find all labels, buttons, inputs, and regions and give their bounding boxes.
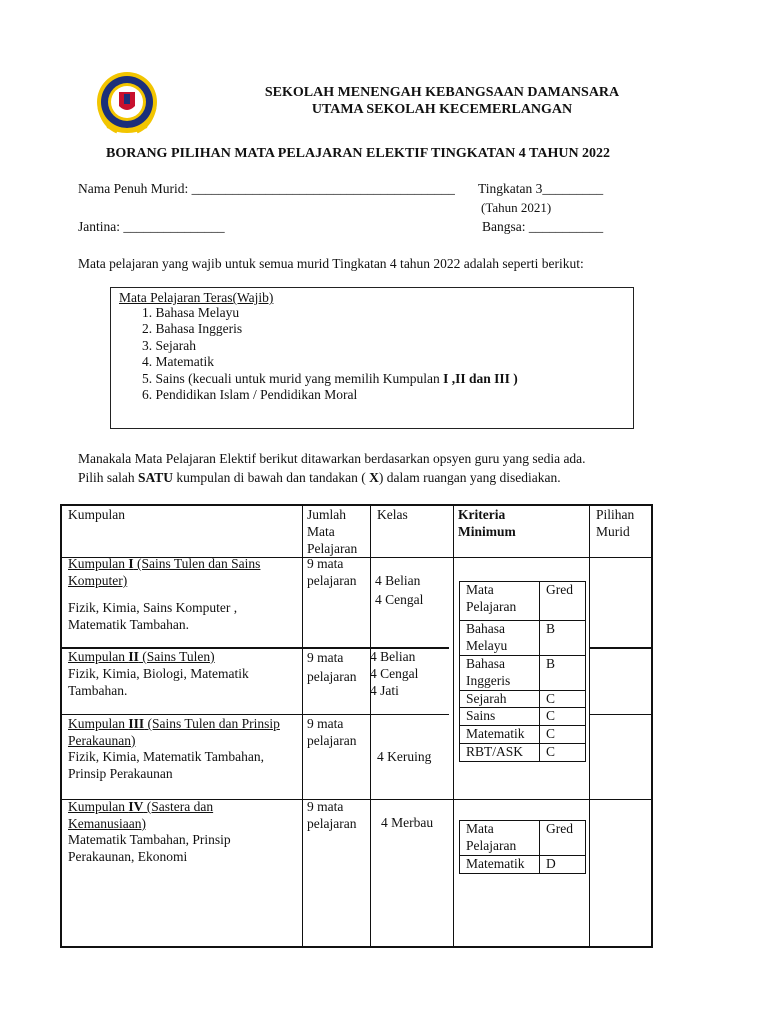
criteria-header-grade: Gred xyxy=(540,821,586,856)
criteria-grade: C xyxy=(540,690,586,708)
core-item: 5. Sains (kecuali untuk murid yang memilih Kumpulan I ,II dan III ) xyxy=(142,371,518,386)
core-item: 3. Sejarah xyxy=(142,338,196,353)
criteria-table-science xyxy=(459,581,586,762)
table-divider xyxy=(302,506,303,946)
criteria-header-subject: Mata Pelajaran xyxy=(460,821,540,856)
core-item: 2. Bahasa Inggeris xyxy=(142,321,243,336)
header-pilihan: Pilihan Murid xyxy=(596,507,635,539)
group-kelas: 4 Merbau xyxy=(381,815,434,830)
elective-intro-line1: Manakala Mata Pelajaran Elektif berikut ditawarkan berdasarkan opsyen guru yang sedia ada. xyxy=(78,451,586,466)
group-kelas: 4 Belian 4 Cengal xyxy=(375,573,424,607)
group-jumlah: 9 mata pelajaran xyxy=(307,716,357,748)
criteria-subject: Bahasa Inggeris xyxy=(460,655,540,690)
field-tingkatan[interactable]: Tingkatan 3_________ xyxy=(478,181,604,196)
table-divider xyxy=(370,506,371,946)
school-name-line2: UTAMA SEKOLAH KECEMERLANGAN xyxy=(311,102,573,117)
pilihan-checkbox-group-1[interactable] xyxy=(590,558,653,646)
core-subjects-box xyxy=(110,287,634,429)
group-title: Kumpulan III (Sains Tulen dan Prinsip Perakaunan) xyxy=(68,716,280,748)
table-row xyxy=(460,726,586,744)
group-title: Kumpulan II (Sains Tulen) xyxy=(68,649,215,664)
core-title: Mata Pelajaran Teras(Wajib) xyxy=(119,290,274,305)
group-kelas: 4 Keruing xyxy=(377,749,432,764)
field-jantina[interactable]: Jantina: _______________ xyxy=(78,219,225,234)
field-tahun: (Tahun 2021) xyxy=(481,200,552,215)
criteria-grade: C xyxy=(540,744,586,762)
table-divider xyxy=(62,714,449,715)
pilihan-checkbox-group-3[interactable] xyxy=(590,716,653,798)
header-kumpulan: Kumpulan xyxy=(68,507,125,522)
group-subjects: Fizik, Kimia, Sains Komputer , Matematik Tambahan. xyxy=(68,600,238,632)
pilihan-checkbox-group-4[interactable] xyxy=(590,801,653,946)
criteria-grade: C xyxy=(540,708,586,726)
table-row xyxy=(460,744,586,762)
group-kelas: 4 Belian 4 Cengal 4 Jati xyxy=(370,649,419,698)
criteria-header-subject: Mata Pelajaran xyxy=(460,582,540,621)
group-jumlah: 9 mata pelajaran xyxy=(307,556,357,588)
group-jumlah: 9 mata pelajaran xyxy=(307,650,357,684)
group-title: Kumpulan I (Sains Tulen dan Sains Komputer) xyxy=(68,556,261,588)
elective-intro-line2: Pilih salah SATU kumpulan di bawah dan tandakan ( X) dalam ruangan yang disediakan. xyxy=(78,470,561,485)
group-jumlah: 9 mata pelajaran xyxy=(307,799,357,831)
field-nama[interactable]: Nama Penuh Murid: _______________________________________ xyxy=(78,181,455,196)
criteria-table-arts xyxy=(459,820,586,874)
group-subjects: Matematik Tambahan, Prinsip Perakaunan, Ekonomi xyxy=(68,832,231,864)
table-divider xyxy=(453,506,454,946)
header-kelas: Kelas xyxy=(377,507,408,522)
criteria-grade: C xyxy=(540,726,586,744)
core-item: 4. Matematik xyxy=(142,354,214,369)
criteria-grade: B xyxy=(540,621,586,656)
table-divider xyxy=(589,714,651,715)
core-item: 6. Pendidikan Islam / Pendidikan Moral xyxy=(142,387,358,402)
header-kriteria: Kriteria Minimum xyxy=(458,507,516,539)
school-name-line1: SEKOLAH MENENGAH KEBANGSAAN DAMANSARA xyxy=(264,85,620,100)
table-row xyxy=(460,621,586,656)
table-row xyxy=(460,655,586,690)
group-title: Kumpulan IV (Sastera dan Kemanusiaan) xyxy=(68,799,214,831)
criteria-subject: Matematik xyxy=(460,726,540,744)
group-subjects: Fizik, Kimia, Biologi, Matematik Tambahan. xyxy=(68,666,249,698)
elective-table xyxy=(60,504,653,948)
field-bangsa[interactable]: Bangsa: ___________ xyxy=(482,219,604,234)
criteria-subject: Sejarah xyxy=(460,690,540,708)
school-crest-logo xyxy=(91,68,163,140)
intro-text: Mata pelajaran yang wajib untuk semua murid Tingkatan 4 tahun 2022 adalah seperti berikut: xyxy=(78,256,584,271)
form-title: BORANG PILIHAN MATA PELAJARAN ELEKTIF TINGKATAN 4 TAHUN 2022 xyxy=(106,146,611,161)
group-subjects: Fizik, Kimia, Matematik Tambahan, Prinsip Perakaunan xyxy=(68,749,265,781)
table-row xyxy=(460,708,586,726)
pilihan-checkbox-group-2[interactable] xyxy=(590,649,653,713)
criteria-grade: B xyxy=(540,655,586,690)
table-row xyxy=(460,690,586,708)
criteria-subject: Bahasa Melayu xyxy=(460,621,540,656)
criteria-header-grade: Gred xyxy=(540,582,586,621)
criteria-grade: D xyxy=(540,856,586,874)
table-row xyxy=(460,582,586,621)
criteria-subject: Sains xyxy=(460,708,540,726)
table-row xyxy=(460,856,586,874)
criteria-subject: RBT/ASK xyxy=(460,744,540,762)
table-row xyxy=(460,821,586,856)
criteria-subject: Matematik xyxy=(460,856,540,874)
core-item: 1. Bahasa Melayu xyxy=(142,305,240,320)
header-jumlah: Jumlah Mata Pelajaran xyxy=(307,507,358,556)
